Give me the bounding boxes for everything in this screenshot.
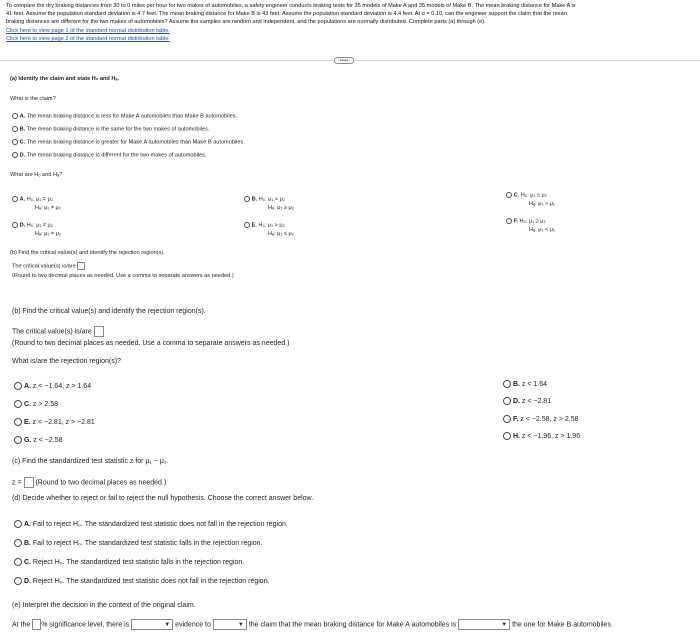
hypothesis-option-b[interactable]: B. H₀: μ₁ < μ₂ xyxy=(244,196,285,202)
hypothesis-option-a[interactable]: A. H₀: μ₁ = μ₂ xyxy=(12,196,53,202)
hypothesis-d-ha: Hₐ: μ₁ = μ₂ xyxy=(35,231,62,237)
chevron-down-icon: ▼ xyxy=(501,621,508,628)
critical-value-row: The critical value(s) is/are xyxy=(12,326,104,337)
radio-icon[interactable] xyxy=(503,380,511,388)
part-c-title: (c) Find the standardized test statistic z for μ₁ − μ₂. xyxy=(12,458,169,465)
claim-option-b[interactable]: B. The mean braking distance is the same for the two makes of automobiles. xyxy=(12,126,209,132)
problem-text-line2: 41 feet. Assume the population standard deviation is 4.7 feet. The mean braking distance for Make B is 43 feet. Assume the population standard deviation is 4.4 feet. At α = 0.10, can the engineer support the claim that the mean xyxy=(6,11,567,17)
decision-option-a[interactable]: A. Fail to reject H₀. The standardized test statistic does not fall in the rejection region. xyxy=(14,520,288,528)
part-b-preview-critical: The critical value(s) is/are xyxy=(12,262,85,270)
region-option-g[interactable]: G. z < −2.58 xyxy=(14,436,63,444)
decision-option-d[interactable]: D. Reject H₀. The standardized test statistic does not fall in the rejection region. xyxy=(14,577,270,585)
region-option-h[interactable]: H. z < −1.96, z > 1.96 xyxy=(503,432,580,440)
normal-table-link-page2[interactable]: Click here to view page 2 of the standard normal distribution table. xyxy=(6,36,170,42)
radio-icon[interactable] xyxy=(503,415,511,423)
hypothesis-f-ha: Hₐ: μ₁ < μ₂ xyxy=(529,227,556,233)
radio-icon[interactable] xyxy=(12,222,18,228)
radio-icon[interactable] xyxy=(14,436,22,444)
significance-input[interactable] xyxy=(32,619,41,630)
part-b-preview-title: (b) Find the critical value(s) and identify the rejection region(s). xyxy=(10,250,165,256)
part-d-title: (d) Decide whether to reject or fail to reject the null hypothesis. Choose the correct answer below. xyxy=(12,495,314,502)
region-option-a[interactable]: A. z < −1.64, z > 1.64 xyxy=(14,382,91,390)
radio-icon[interactable] xyxy=(244,222,250,228)
evidence-dropdown[interactable] xyxy=(131,619,173,630)
hypothesis-a-ha: Hₐ: μ₁ ≠ μ₂ xyxy=(35,205,61,211)
radio-icon[interactable] xyxy=(12,152,18,158)
radio-icon[interactable] xyxy=(506,218,512,224)
part-a-title: (a) Identify the claim and state H₀ and Hₐ. xyxy=(10,76,120,82)
chevron-down-icon: ▼ xyxy=(237,621,244,628)
hypothesis-option-d[interactable]: D. H₀: μ₁ ≠ μ₂ xyxy=(12,222,53,228)
hypothesis-option-c[interactable]: C. H₀: μ₁ ≤ μ₂ xyxy=(506,192,547,198)
region-option-f[interactable]: F. z < −2.58, z > 2.58 xyxy=(503,415,579,423)
radio-icon[interactable] xyxy=(244,196,250,202)
radio-icon[interactable] xyxy=(14,520,22,528)
hypothesis-option-f[interactable]: F. H₀: μ₁ ≥ μ₂ xyxy=(506,218,546,224)
part-b-title: (b) Find the critical value(s) and identify the rejection region(s). xyxy=(12,308,206,315)
region-option-b[interactable]: B. z < 1.64 xyxy=(503,380,547,388)
z-input-row: z = (Round to two decimal places as needed.) xyxy=(12,477,166,488)
problem-text-line3: braking distances are different for the two makes of automobiles? Assume the samples are random and independent, and the populations are normally distributed. Complete parts (a) through (e). xyxy=(6,19,486,25)
chevron-down-icon: ▼ xyxy=(164,621,171,628)
radio-icon[interactable] xyxy=(14,577,22,585)
decision-option-c[interactable]: C. Reject H₀. The standardized test statistic falls in the rejection region. xyxy=(14,558,244,566)
interpret-row: At the % significance level, there is ▼ evidence to ▼ the claim that the mean braking distance for Make A automobiles is ▼ the one for Make B automobiles. xyxy=(12,619,613,630)
hypothesis-b-ha: Hₐ: μ₁ ≥ μ₂ xyxy=(268,205,294,211)
z-statistic-input[interactable] xyxy=(24,477,34,488)
radio-icon[interactable] xyxy=(14,558,22,566)
rejection-region-question: What is/are the rejection region(s)? xyxy=(12,358,121,365)
expand-button[interactable]: ••••• xyxy=(334,57,354,64)
radio-icon[interactable] xyxy=(12,196,18,202)
part-b-round-note: (Round to two decimal places as needed. Use a comma to separate answers as needed.) xyxy=(12,340,290,347)
claim-question: What is the claim? xyxy=(10,96,56,102)
radio-icon[interactable] xyxy=(14,418,22,426)
critical-value-input-preview[interactable] xyxy=(77,262,85,270)
radio-icon[interactable] xyxy=(14,382,22,390)
decision-option-b[interactable]: B. Fail to reject H₀. The standardized test statistic falls in the rejection region. xyxy=(14,539,263,547)
hypothesis-option-e[interactable]: E. H₀: μ₁ > μ₂ xyxy=(244,222,285,228)
hypothesis-question: What are H₀ and Hₐ? xyxy=(10,172,63,178)
radio-icon[interactable] xyxy=(503,397,511,405)
part-b-preview-note: (Round to two decimal places as needed. Use a comma to separate answers as needed.) xyxy=(12,273,234,279)
radio-icon[interactable] xyxy=(12,139,18,145)
hypothesis-e-ha: Hₐ: μ₁ ≤ μ₂ xyxy=(268,231,294,237)
region-option-c[interactable]: C. z > 2.58 xyxy=(14,400,58,408)
comparison-dropdown[interactable] xyxy=(458,619,510,630)
part-e-title: (e) Interpret the decision in the context of the original claim. xyxy=(12,602,196,609)
radio-icon[interactable] xyxy=(14,539,22,547)
radio-icon[interactable] xyxy=(12,113,18,119)
hypothesis-c-ha: Hₐ: μ₁ > μ₂ xyxy=(529,201,556,207)
normal-table-link-page1[interactable]: Click here to view page 1 of the standard normal distribution table. xyxy=(6,28,170,34)
region-option-e[interactable]: E. z < −2.81, z > −2.81 xyxy=(14,418,95,426)
radio-icon[interactable] xyxy=(12,126,18,132)
problem-text-line1: To compare the dry braking distances from 30 to 0 miles per hour for two makes of automobiles, a safety engineer conducts braking tests for 35 models of Make A and 35 models of Make B. The mean braking distance for Make A is xyxy=(6,3,576,9)
claim-option-c[interactable]: C. The mean braking distance is greater for Make A automobiles than Make B automobiles. xyxy=(12,139,245,145)
claim-option-a[interactable]: A. The mean braking distance is less for Make A automobiles than Make B automobiles. xyxy=(12,113,237,119)
radio-icon[interactable] xyxy=(506,192,512,198)
support-dropdown[interactable] xyxy=(213,619,247,630)
radio-icon[interactable] xyxy=(14,400,22,408)
region-option-d[interactable]: D. z < −2.81 xyxy=(503,397,551,405)
critical-value-input[interactable] xyxy=(94,326,104,337)
claim-option-d[interactable]: D. The mean braking distance is different for the two makes of automobiles. xyxy=(12,152,207,158)
radio-icon[interactable] xyxy=(503,432,511,440)
